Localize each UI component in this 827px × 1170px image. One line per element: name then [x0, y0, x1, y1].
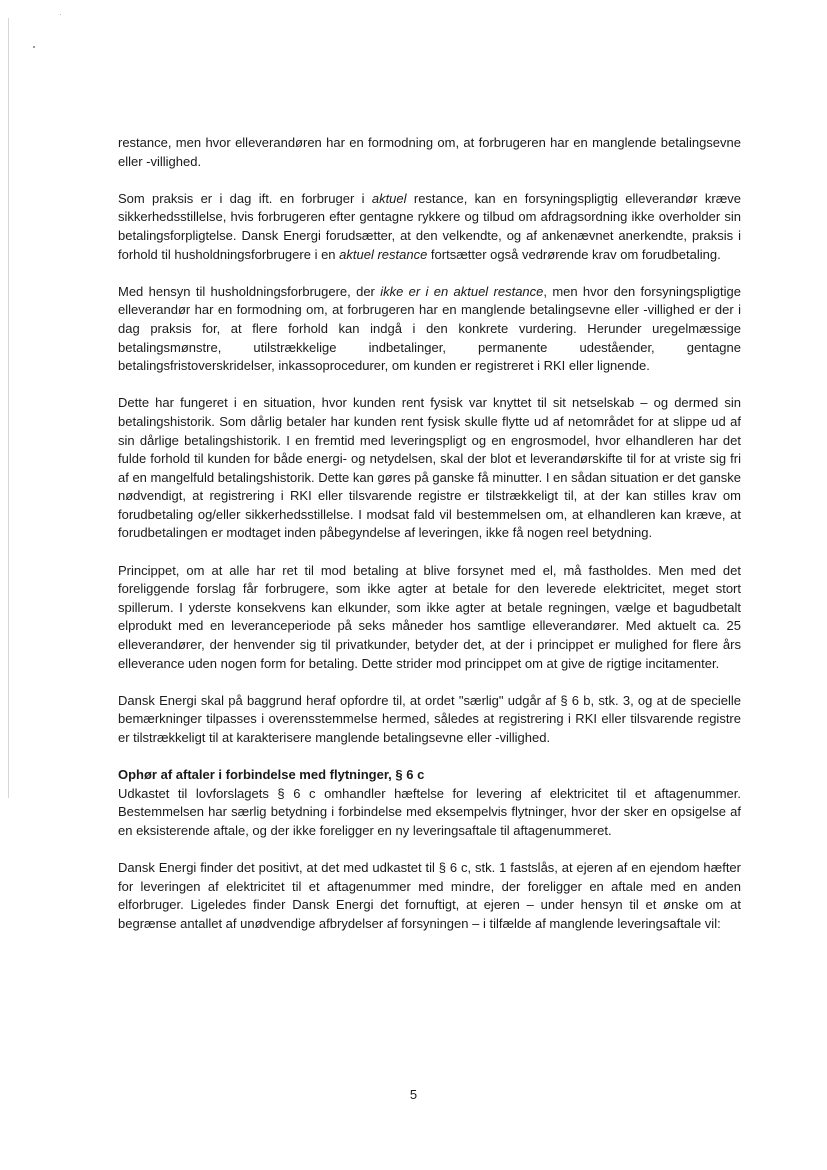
document-body — [118, 134, 741, 934]
paragraph-4 — [118, 394, 741, 543]
paragraph-2 — [118, 190, 741, 264]
text-segment: Princippet, om at alle har ret til mod betaling at blive forsynet med el, må fastholdes. Men med det foreliggende forslag får forbrugere, som ikke agter at betale for den leverede elektricitet, meget stort spillerum. I yderste konsekvens kan elkunder, som ikke agter at betale regningen, vælge et bagudbetalt elprodukt med en leveranceperiode på seks måneder hos samtlige elleverandører. Med aktuelt ca. 25 elleverandører, der henvender sig til privatkunder, betyder det, at der i princippet er mulighed for flere års elleverance uden nogen form for betaling. Dette strider mod princippet om at give de rigtige incitamenter. — [118, 562, 741, 671]
paragraph-6 — [118, 692, 741, 748]
text-segment: restance, men hvor elleverandøren har en formodning om, at forbrugeren har en manglende betalingsevne eller -villighed. — [118, 135, 741, 169]
paragraph-3 — [118, 283, 741, 376]
italic-text: aktuel — [371, 190, 407, 206]
page-number: 5 — [409, 1087, 418, 1102]
text-segment: Dansk Energi skal på baggrund heraf opfordre til, at ordet "særlig" udgår af § 6 b, stk. 3, og at de specielle bemærkninger tilpasses i overensstemmelse hermed, således at registrering i RKI eller tilsvarende registre er tilstrækkeligt til at karakterisere manglende betalingsevne eller -villighed. — [118, 692, 741, 745]
text-segment: fortsætter også vedrørende krav om forudbetaling. — [427, 246, 721, 262]
italic-text: ikke er i en aktuel restance — [380, 283, 544, 299]
text-segment: restance, kan en forsyningspligtig elleverandør kræve sikkerhedsstillelse, hvis forbrugeren efter gentagne rykkere og tilbud om afdragsordning ikke overholder sin betalingsforpligtelse. Dansk Energi forudsætter, at den velkendte, og af ankenævnet anerkendte, praksis i forhold til husholdningsforbrugere i en — [118, 190, 742, 262]
paragraph-list — [118, 134, 741, 748]
text-segment: Som praksis er i dag ift. en forbruger i — [118, 190, 372, 206]
paragraph-1 — [118, 134, 741, 171]
text-segment: , men hvor den forsyningspligtige elleverandør har en formodning om, at forbrugeren har en manglende betalingsevne eller -villighed er der i dag praksis for, at flere forhold kan indgå i den konkrete vurdering. Herunder uregelmæssige betalingsmønstre, utilstrækkelige indbetalinger, permanente udeståender, gentagne betalingsfristoverskridelser, inkassoprocedurer, om kunden er registreret i RKI eller lignende. — [118, 283, 741, 374]
scan-margin-line — [8, 18, 9, 798]
text-segment: Med hensyn til husholdningsforbrugere, der — [118, 283, 381, 299]
scan-speck — [33, 46, 35, 48]
section-heading: Ophør af aftaler i forbindelse med flytninger, § 6 c — [118, 767, 425, 783]
scan-speck — [60, 14, 61, 15]
text-segment: Dette har fungeret i en situation, hvor kunden rent fysisk var knyttet til sit netselskab – og dermed sin betalingshistorik. Som dårlig betaler har kunden rent fysisk skulle flytte ud af netområdet for at slippe ud af sin dårlige betalingshistorik. I en fremtid med leveringspligt og en engrosmodel, hvor elhandleren har det fulde forhold til kunden for både energi- og netydelsen, skal der blot et leverandørskifte til for at vriste sig fri af en mangelfuld betalingshistorik. Dette kan gøres på ganske få minutter. I en sådan situation er det ganske nødvendigt, at registrering i RKI eller tilsvarende registre er tilstrækkeligt til, at der kan stilles krav om forudbetaling og/eller sikkerhedsstillelse. I modsat fald vil bestemmelsen om, at elhandleren kan kræve, at forudbetalingen er modtaget inden påbegyndelse af leveringen, ikke få nogen reel betydning. — [118, 395, 741, 541]
italic-text: aktuel restance — [339, 246, 428, 262]
section-paragraph-1: Udkastet til lovforslagets § 6 c omhandler hæftelse for levering af elektricitet til et aftagenummer. Bestemmelsen har særlig betydning i forbindelse med eksempelvis flytninger, hvor der sker en opsigelse af en eksisterende aftale, og der ikke foreligger en ny leveringsaftale til aftagenummeret. — [118, 785, 741, 838]
section-paragraph-2: Dansk Energi finder det positivt, at det med udkastet til § 6 c, stk. 1 fastslås, at ejeren af en ejendom hæfter for leveringen af elektricitet til et aftagenummer med mindre, der foreligger en aftale med en anden elforbruger. Ligeledes finder Dansk Energi det fornuftigt, at ejeren – under hensyn til et ønske om at begrænse antallet af unødvendige afbrydelser af forsyningen – i tilfælde af manglende leveringsaftale vil: — [118, 860, 741, 931]
paragraph-5 — [118, 562, 741, 674]
